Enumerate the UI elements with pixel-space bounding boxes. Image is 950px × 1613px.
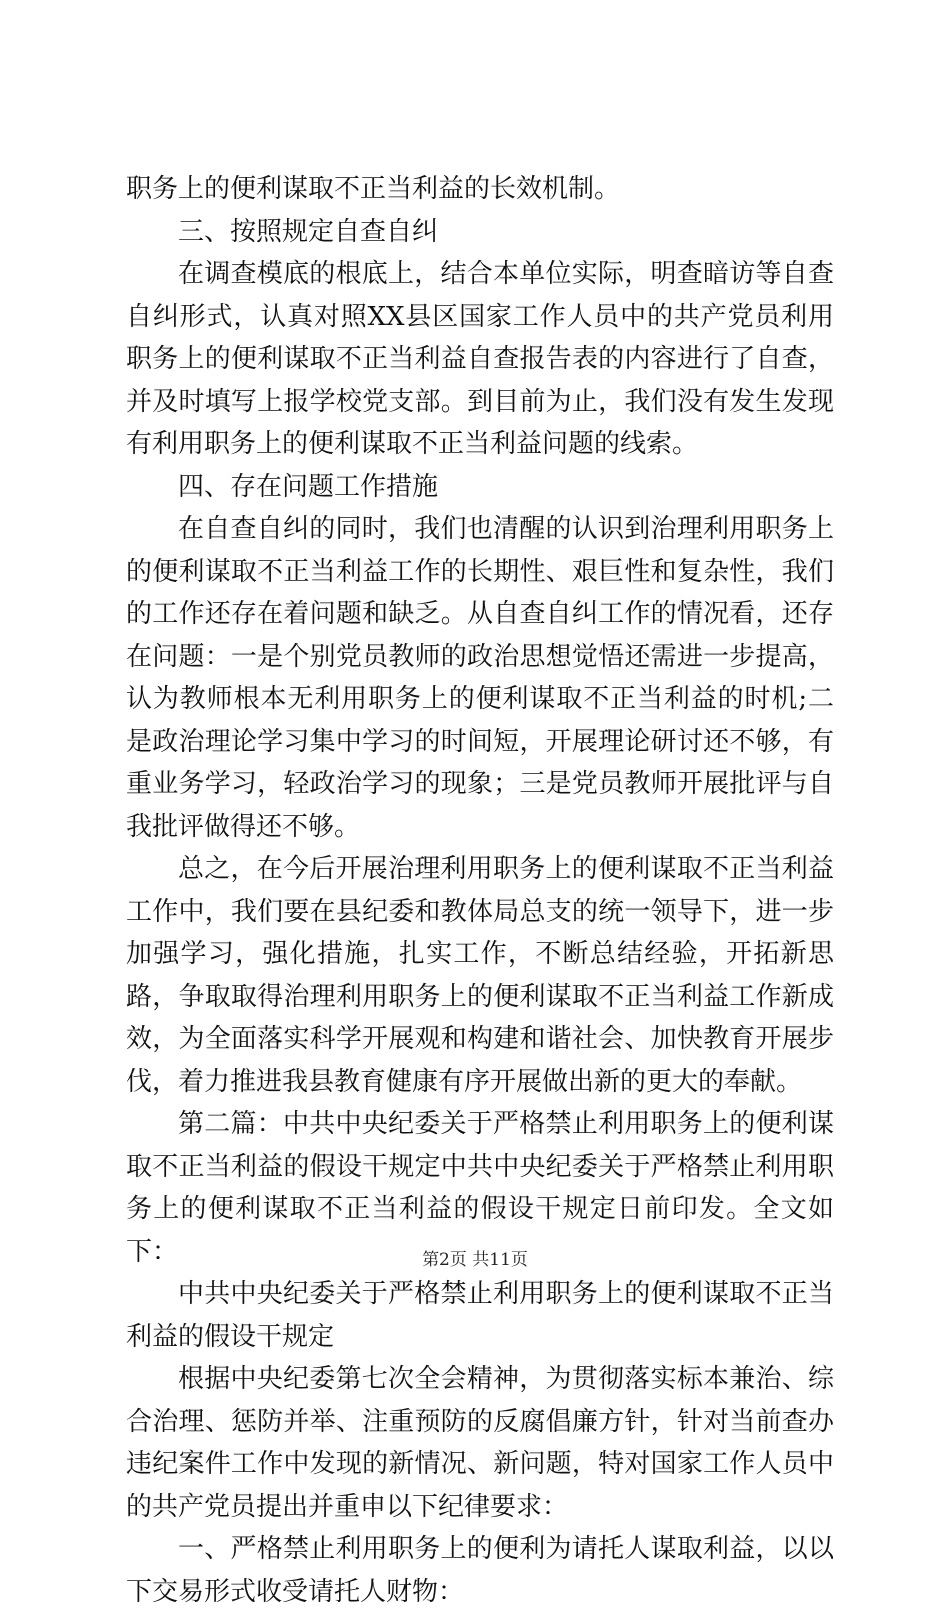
paragraph: 一、严格禁止利用职务上的便利为请托人谋取利益，以以下交易形式收受请托人财物： (126, 1534, 834, 1607)
document-title: 中共中央纪委关于严格禁止利用职务上的便利谋取不正当利益的假设干规定 (126, 1279, 834, 1352)
document-body (126, 168, 834, 1613)
paragraph: 在自查自纠的同时，我们也清醒的认识到治理利用职务上的便利谋取不正当利益工作的长期性、艰巨性和复杂性，我们的工作还存在着问题和缺乏。从自查自纠工作的情况看，还存在问题：一是个别党员教师的政治思想觉悟还需进一步提高，认为教师根本无利用职务上的便利谋取不正当利益的时机;二是政治理论学习集中学习的时间短，开展理论研讨还不够，有重业务学习，轻政治学习的现象；三是党员教师开展批评与自我批评做得还不够。 (126, 514, 834, 842)
section-heading: 三、按照规定自查自纠 (178, 216, 439, 247)
page-number-footer: 第2页 共11页 (422, 1250, 528, 1270)
paragraph: 总之，在今后开展治理利用职务上的便利谋取不正当利益工作中，我们要在县纪委和教体局总支的统一领导下，进一步加强学习，强化措施，扎实工作，不断总结经验，开拓新思路，争取取得治理利用职务上的便利谋取不正当利益工作新成效，为全面落实科学开展观和构建和谐社会、加快教育开展步伐，着力推进我县教育健康有序开展做出新的更大的奉献。 (126, 854, 834, 1097)
paragraph: 根据中央纪委第七次全会精神，为贯彻落实标本兼治、综合治理、惩防并举、注重预防的反腐倡廉方针，针对当前查办违纪案件工作中发现的新情况、新问题，特对国家工作人员中的共产党员提出并重申以下纪律要求： (126, 1364, 834, 1522)
paragraph: 第二篇：中共中央纪委关于严格禁止利用职务上的便利谋取不正当利益的假设干规定中共中央纪委关于严格禁止利用职务上的便利谋取不正当利益的假设干规定日前印发。全文如下： (126, 1109, 834, 1267)
section-heading: 四、存在问题工作措施 (178, 471, 439, 502)
paragraph: 职务上的便利谋取不正当利益的长效机制。 (126, 174, 621, 204)
paragraph: 在调查模底的根底上，结合本单位实际，明查暗访等自查自纠形式，认真对照XX县区国家工作人员中的共产党员利用职务上的便利谋取不正当利益自查报告表的内容进行了自查，并及时填写上报学校党支部。到目前为止，我们没有发生发现有利用职务上的便利谋取不正当利益问题的线索。 (126, 259, 834, 459)
